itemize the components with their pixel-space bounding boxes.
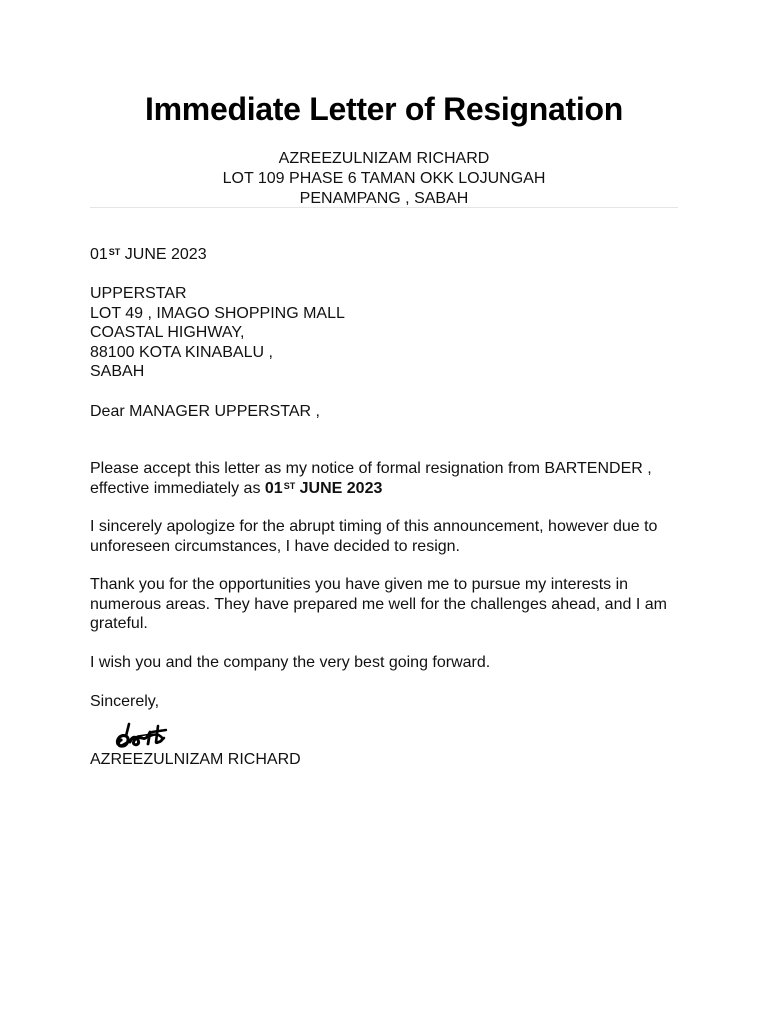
paragraph-thanks: Thank you for the opportunities you have given me to pursue my interests in numerous areas. They have prepared me well for the challenges ahead, and I am grateful. [90,576,667,632]
signature-image [112,714,172,754]
effective-date-day: 01 [264,479,283,497]
letter-date [90,245,690,265]
recipient-line2: COASTAL HIGHWAY, [90,324,245,341]
paragraph-notice-line2 [90,479,690,499]
date-day: 01 [90,246,108,263]
date-suffix: ST [108,247,121,257]
date-month-year: JUNE 2023 [124,246,207,263]
paragraph-notice [90,459,690,498]
recipient-line1: LOT 49 , IMAGO SHOPPING MALL [90,304,345,322]
effective-date-rest: JUNE 2023 [299,479,383,497]
effective-date-suffix: ST [283,480,296,491]
recipient-company: UPPERSTAR [90,285,187,302]
paragraph-notice-line1: Please accept this letter as my notice of formal resignation from BARTENDER , [90,460,652,477]
paragraph-apology: I sincerely apologize for the abrupt timing of this announcement, however due to unforeseen circumstances, I have decided to resign. [90,518,658,555]
salutation: Dear MANAGER UPPERSTAR , [90,403,320,420]
sender-block [0,149,768,209]
effective-prefix: effective immediately as [90,479,265,497]
page-title: Immediate Letter of Resignation [145,91,623,127]
recipient-line3: 88100 KOTA KINABALU , [90,343,273,361]
sender-address-line2: PENAMPANG , SABAH [299,190,469,207]
closing: Sincerely, [90,693,160,710]
recipient-line4: SABAH [90,363,145,380]
header-divider [90,207,678,208]
paragraph-wishes: I wish you and the company the very best going forward. [90,654,491,671]
signer-name: AZREEZULNIZAM RICHARD [90,751,301,768]
sender-address-line1: LOT 109 PHASE 6 TAMAN OKK LOJUNGAH [222,170,546,187]
sender-name: AZREEZULNIZAM RICHARD [278,150,490,167]
recipient-block [90,284,690,382]
